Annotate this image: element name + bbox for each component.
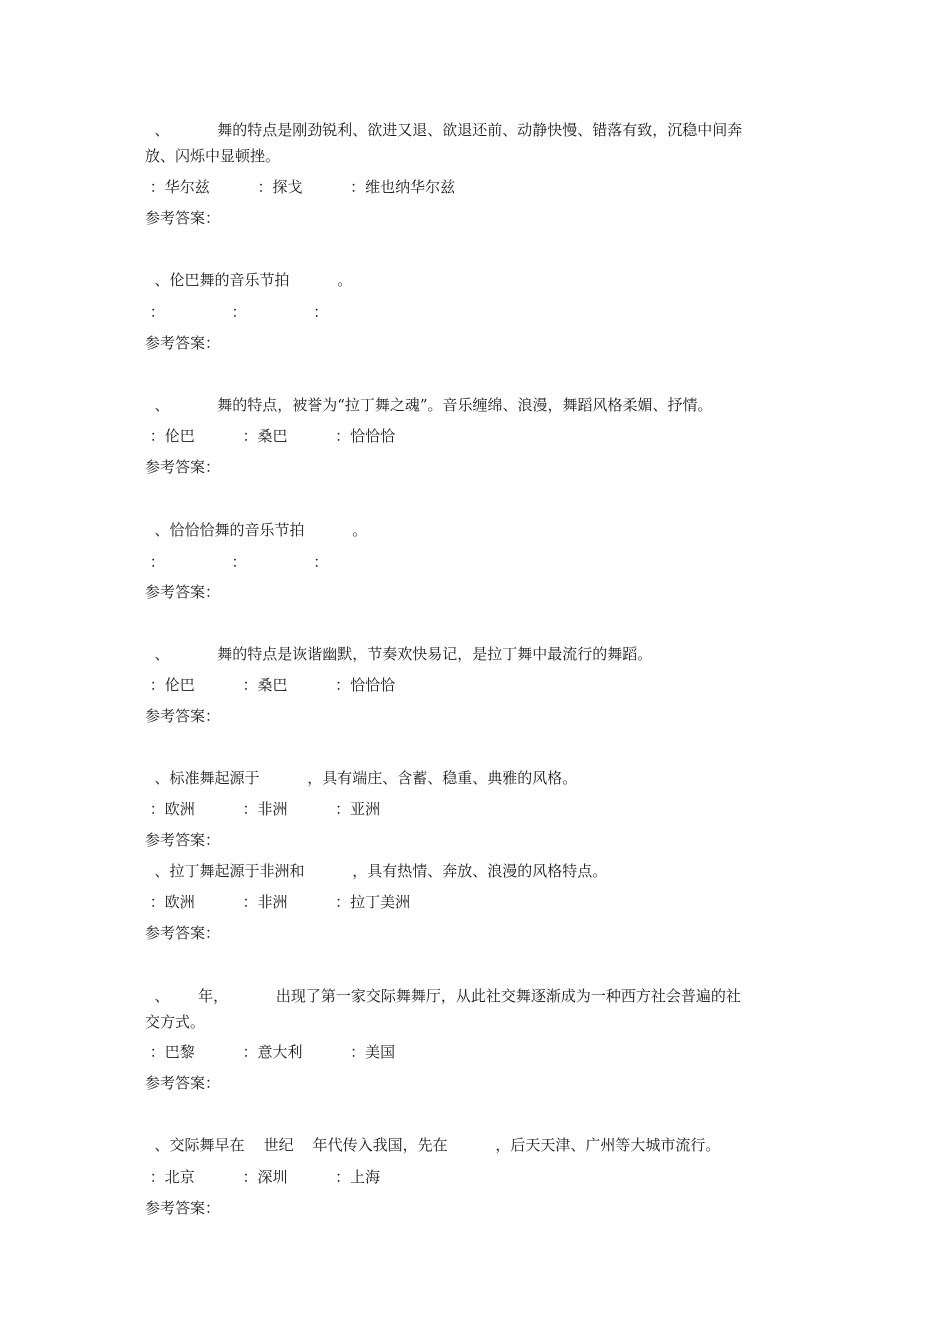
question-options: ：华尔兹 ：探戈 ：维也纳华尔兹 <box>145 178 456 196</box>
answer-label: 参考答案： <box>145 924 221 942</box>
answer-label: 参考答案： <box>145 458 221 476</box>
question-text-cont: 交方式。 <box>145 1013 206 1031</box>
question-options: ：北京 ：深圳 ：上海 <box>145 1168 381 1186</box>
question-text: 、伦巴舞的音乐节拍 。 <box>145 271 353 289</box>
answer-label: 参考答案： <box>145 707 221 725</box>
question-options: ： ： ： <box>145 553 329 571</box>
question-options: ：欧洲 ：非洲 ：亚洲 <box>145 800 381 818</box>
question-options: ：伦巴 ：桑巴 ：恰恰恰 <box>145 676 396 694</box>
question-text: 、标准舞起源于 ，具有端庄、含蓄、稳重、典雅的风格。 <box>145 769 578 787</box>
question-text: 、 舞的特点是诙谐幽默，节奏欢快易记，是拉丁舞中最流行的舞蹈。 <box>145 645 653 663</box>
question-options: ：伦巴 ：桑巴 ：恰恰恰 <box>145 427 396 445</box>
question-options: ：欧洲 ：非洲 ：拉丁美洲 <box>145 893 411 911</box>
answer-label: 参考答案： <box>145 1199 221 1217</box>
question-text: 、交际舞早在 世纪 年代传入我国，先在 ，后天天津、广州等大城市流行。 <box>145 1136 721 1154</box>
question-text: 、恰恰恰舞的音乐节拍 。 <box>145 521 368 539</box>
question-text: 、 舞的特点是刚劲锐利、欲进又退、欲退还前、动静快慢、错落有致，沉稳中间奔 <box>145 121 743 139</box>
answer-label: 参考答案： <box>145 583 221 601</box>
answer-label: 参考答案： <box>145 1074 221 1092</box>
question-text: 、 舞的特点，被誉为“拉丁舞之魂”。音乐缠绵、浪漫，舞蹈风格柔媚、抒情。 <box>145 396 713 414</box>
answer-label: 参考答案： <box>145 334 221 352</box>
question-options: ： ： ： <box>145 303 329 321</box>
question-text-cont: 放、闪烁中显顿挫。 <box>145 147 281 165</box>
question-text: 、 年， 出现了第一家交际舞舞厅，从此社交舞逐渐成为一种西方社会普遍的社 <box>145 987 741 1005</box>
question-options: ：巴黎 ：意大利 ：美国 <box>145 1043 396 1061</box>
question-text: 、拉丁舞起源于非洲和 ，具有热情、奔放、浪漫的风格特点。 <box>145 862 608 880</box>
answer-label: 参考答案： <box>145 209 221 227</box>
answer-label: 参考答案： <box>145 831 221 849</box>
